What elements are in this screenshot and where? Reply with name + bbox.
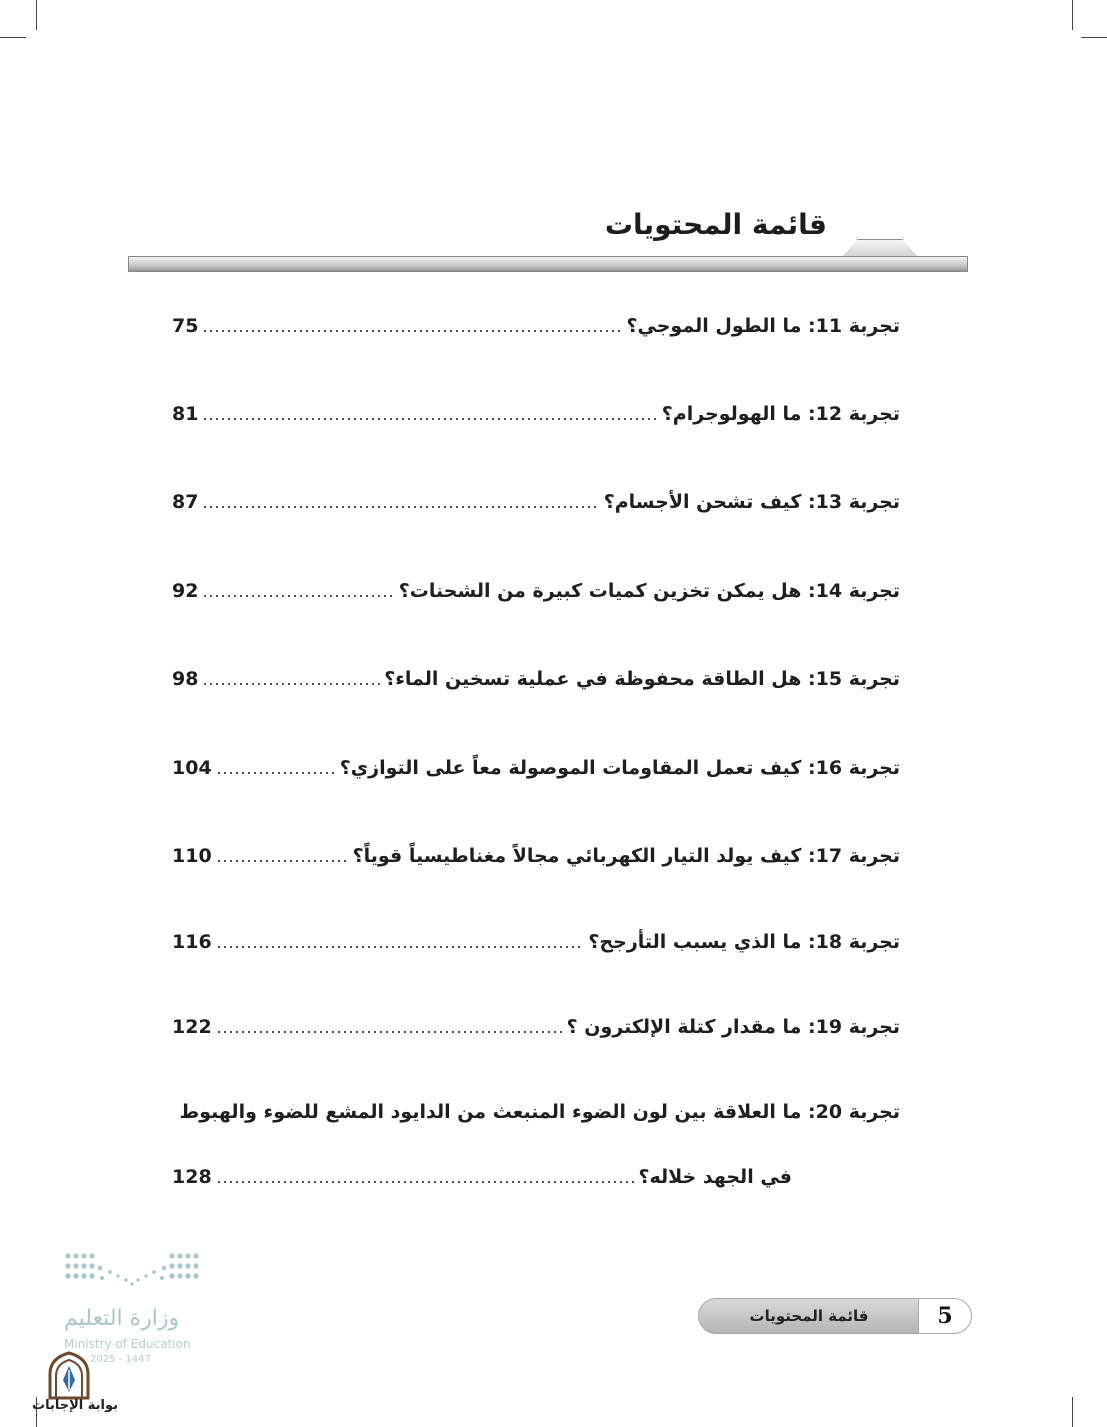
dot-leader <box>202 595 394 597</box>
toc-entry-label: تجربة 13: كيف تشحن الأجسام؟ <box>603 491 900 513</box>
toc-entry[interactable] <box>172 479 900 513</box>
toc-entry-label: في الجهد خلاله؟ <box>638 1166 792 1188</box>
toc-entry-label: تجربة 14: هل يمكن تخزين كميات كبيرة من الشحنات؟ <box>398 580 900 602</box>
crop-mark <box>1072 0 1073 30</box>
toc-entry-page: 110 <box>172 845 212 867</box>
dot-leader <box>216 1031 563 1033</box>
footer-page-tab <box>698 1298 972 1334</box>
toc-entry-label: تجربة 11: ما الطول الموجي؟ <box>626 315 900 337</box>
toc-entry[interactable] <box>172 303 900 337</box>
toc-entry-page: 92 <box>172 580 199 602</box>
dot-leader <box>202 418 657 420</box>
toc-entry[interactable] <box>172 656 900 690</box>
dot-leader <box>216 1181 635 1183</box>
toc-entry-page: 116 <box>172 931 212 953</box>
ministry-name-arabic: وزارة التعليم <box>64 1306 180 1331</box>
crop-mark <box>36 0 37 30</box>
toc-entry-label: تجربة 17: كيف يولد التيار الكهربائي مجالاً مغناطيسياً قوياً؟ <box>352 845 900 867</box>
footer-section-label: قائمة المحتويات <box>749 1307 869 1325</box>
site-logo-label: بوابة الإجابات <box>32 1398 118 1413</box>
title-rule <box>128 256 968 272</box>
toc-entry-continuation[interactable] <box>172 1154 792 1188</box>
ministry-year: 2025 - 1447 <box>90 1354 151 1365</box>
toc-entry-page: 75 <box>172 315 199 337</box>
dot-leader <box>216 772 336 774</box>
toc-entry[interactable] <box>172 833 900 867</box>
dot-leader <box>202 330 622 332</box>
ministry-logo-icon <box>62 1250 202 1300</box>
toc-entry[interactable] <box>172 1089 900 1123</box>
toc-entry-label: تجربة 19: ما مقدار كتلة الإلكترون ؟ <box>566 1016 900 1038</box>
toc-entry[interactable] <box>172 745 900 779</box>
dot-leader <box>216 860 349 862</box>
mosque-arch-icon <box>44 1350 94 1400</box>
toc-entry-page: 81 <box>172 403 199 425</box>
crop-mark <box>0 37 26 38</box>
crop-mark <box>1072 1397 1073 1427</box>
toc-entry[interactable] <box>172 568 900 602</box>
toc-entry-page: 87 <box>172 491 199 513</box>
toc-entry-page: 104 <box>172 757 212 779</box>
page-number: 5 <box>918 1299 971 1333</box>
toc-entry-page: 122 <box>172 1016 212 1038</box>
toc-entry-label: تجربة 15: هل الطاقة محفوظة في عملية تسخين الماء؟ <box>384 668 900 690</box>
toc-entry-page: 98 <box>172 668 199 690</box>
ministry-name-english: Ministry of Education <box>64 1337 191 1351</box>
toc-entry-label: تجربة 20: ما العلاقة بين لون الضوء المنبعث من الدايود المشع للضوء والهبوط <box>179 1101 900 1123</box>
toc-entry-page: 128 <box>172 1166 212 1188</box>
dot-leader <box>216 946 585 948</box>
toc-entry-label: تجربة 12: ما الهولوجرام؟ <box>661 403 900 425</box>
crop-mark <box>1081 37 1107 38</box>
toc-entry[interactable] <box>172 1004 900 1038</box>
toc-entry[interactable] <box>172 919 900 953</box>
dot-leader <box>202 506 599 508</box>
dot-leader <box>202 683 380 685</box>
toc-entry-label: تجربة 16: كيف تعمل المقاومات الموصولة معاً على التوازي؟ <box>339 757 900 779</box>
page-title: قائمة المحتويات <box>604 208 827 241</box>
toc-entry-label: تجربة 18: ما الذي يسبب التأرجح؟ <box>588 931 900 953</box>
toc-entry[interactable] <box>172 391 900 425</box>
